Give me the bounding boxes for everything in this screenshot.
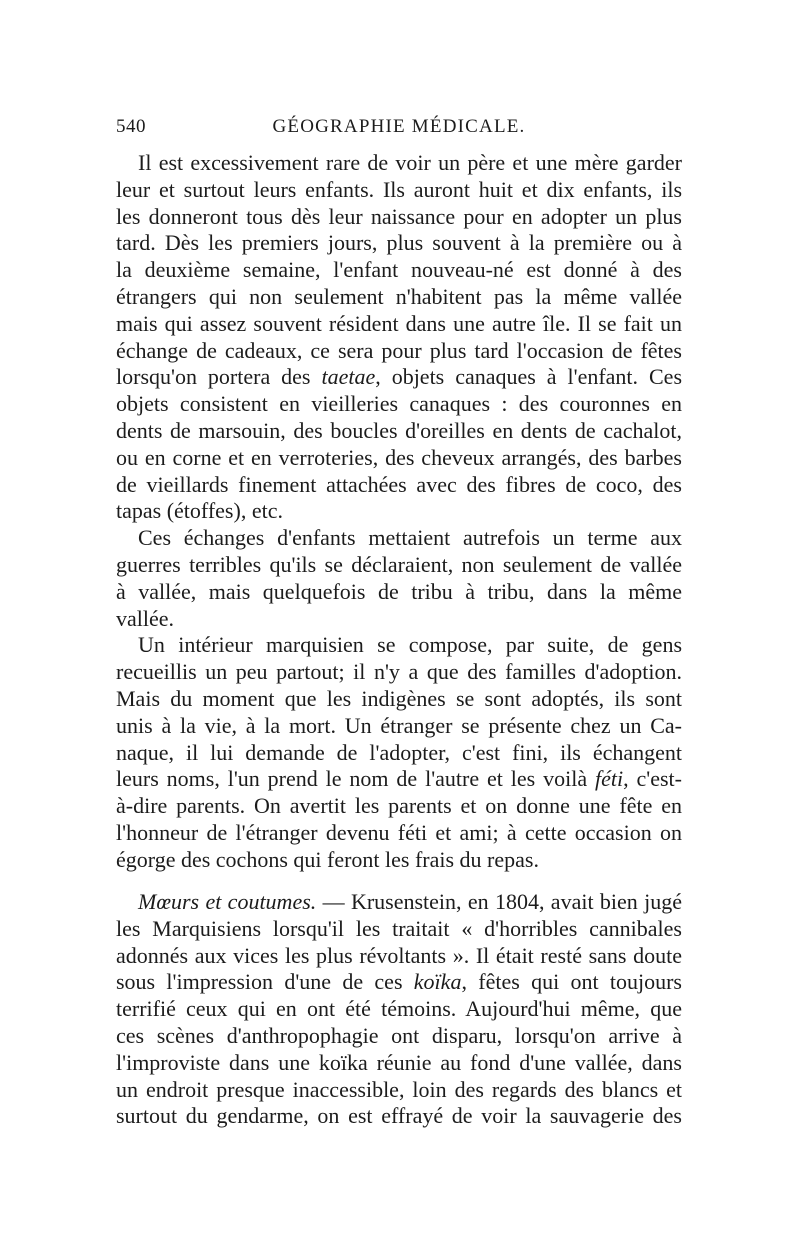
text-line: adonnés aux vices les plus révoltants ». Il était resté sans doute — [116, 942, 682, 968]
text-line: à vallée, mais quelquefois de tribu à tribu, dans la même — [116, 578, 682, 604]
text-line: ces scènes d'anthropophagie ont disparu, lorsqu'on arrive à — [116, 1022, 682, 1048]
text-line: recueillis un peu partout; il n'y a que des familles d'adoption. — [116, 659, 682, 685]
text-line: guerres terribles qu'ils se déclaraient, non seulement de vallée — [116, 551, 682, 577]
text-line: surtout du gendarme, on est effrayé de voir la sauvagerie des — [116, 1103, 682, 1129]
text-line: lorsqu'on portera des taetae, objets canaques à l'enfant. Ces — [116, 364, 682, 390]
text-line: étrangers qui non seulement n'habitent pas la même vallée — [116, 283, 682, 309]
text-line: à-dire parents. On avertit les parents et on donne une fête en — [116, 793, 682, 819]
text-line: terrifié ceux qui en ont été témoins. Aujourd'hui même, que — [116, 996, 682, 1022]
text-line: objets consistent en vieilleries canaques : des couronnes en — [116, 391, 682, 417]
text-line: vallée. — [116, 605, 175, 631]
text-line: égorge des cochons qui feront les frais du repas. — [116, 846, 539, 872]
text-line: leurs noms, l'un prend le nom de l'autre et les voilà féti, c'est- — [116, 766, 682, 792]
section-text-block — [116, 889, 682, 1130]
text-line: Ces échanges d'enfants mettaient autrefois un terme aux — [138, 525, 682, 551]
text-line: les donneront tous dès leur naissance pour en adopter un plus — [116, 203, 682, 229]
text-line: dents de marsouin, des boucles d'oreilles en dents de cachalot, — [116, 417, 682, 443]
italic-term: féti — [595, 766, 624, 792]
page-header — [116, 116, 682, 146]
text-line: l'improviste dans une koïka réunie au fond d'une vallée, dans — [116, 1049, 682, 1075]
text-line: tapas (étoffes), etc. — [116, 498, 283, 524]
text-line: Il est excessivement rare de voir un père et une mère garder — [138, 150, 682, 175]
text-line: la deuxième semaine, l'enfant nouveau-né est donné à des — [116, 257, 682, 283]
text-line: les Marquisiens lorsqu'il les traitait « d'horribles cannibales — [116, 915, 682, 941]
text-line: tard. Dès les premiers jours, plus souvent à la première ou à — [116, 230, 682, 256]
text-line: échange de cadeaux, ce sera pour plus tard l'occasion de fêtes — [116, 337, 682, 363]
text-line: de vieillards finement attachées avec des fibres de coco, des — [116, 471, 682, 497]
text-line: naque, il lui demande de l'adopter, c'est fini, ils échangent — [116, 739, 682, 765]
text-line: un endroit presque inaccessible, loin des regards des blancs et — [116, 1076, 682, 1102]
running-title: GÉOGRAPHIE MÉDICALE. — [272, 116, 526, 137]
text-line: leur et surtout leurs enfants. Ils auront huit et dix enfants, ils — [116, 176, 682, 202]
italic-term: koïka — [413, 969, 462, 995]
text-line: Mœurs et coutumes. — Krusenstein, en 1804, avait bien jugé — [138, 889, 682, 914]
page-number: 540 — [116, 116, 146, 137]
text-line: sous l'impression d'une de ces koïka, fêtes qui ont toujours — [116, 969, 682, 995]
main-text-block — [116, 150, 682, 874]
text-line: ou en corne et en verroteries, des cheveux arrangés, des barbes — [116, 444, 682, 470]
text-line: unis à la vie, à la mort. Un étranger se présente chez un Ca- — [116, 712, 682, 738]
text-line: Mais du moment que les indigènes se sont adoptés, ils sont — [116, 685, 682, 711]
italic-term: taetae — [321, 364, 376, 390]
section-heading: Mœurs et coutumes. — [138, 889, 317, 914]
text-line: Un intérieur marquisien se compose, par suite, de gens — [138, 632, 682, 658]
text-line: l'honneur de l'étranger devenu féti et ami; à cette occasion on — [116, 819, 682, 845]
text-line: mais qui assez souvent résident dans une autre île. Il se fait un — [116, 310, 682, 336]
